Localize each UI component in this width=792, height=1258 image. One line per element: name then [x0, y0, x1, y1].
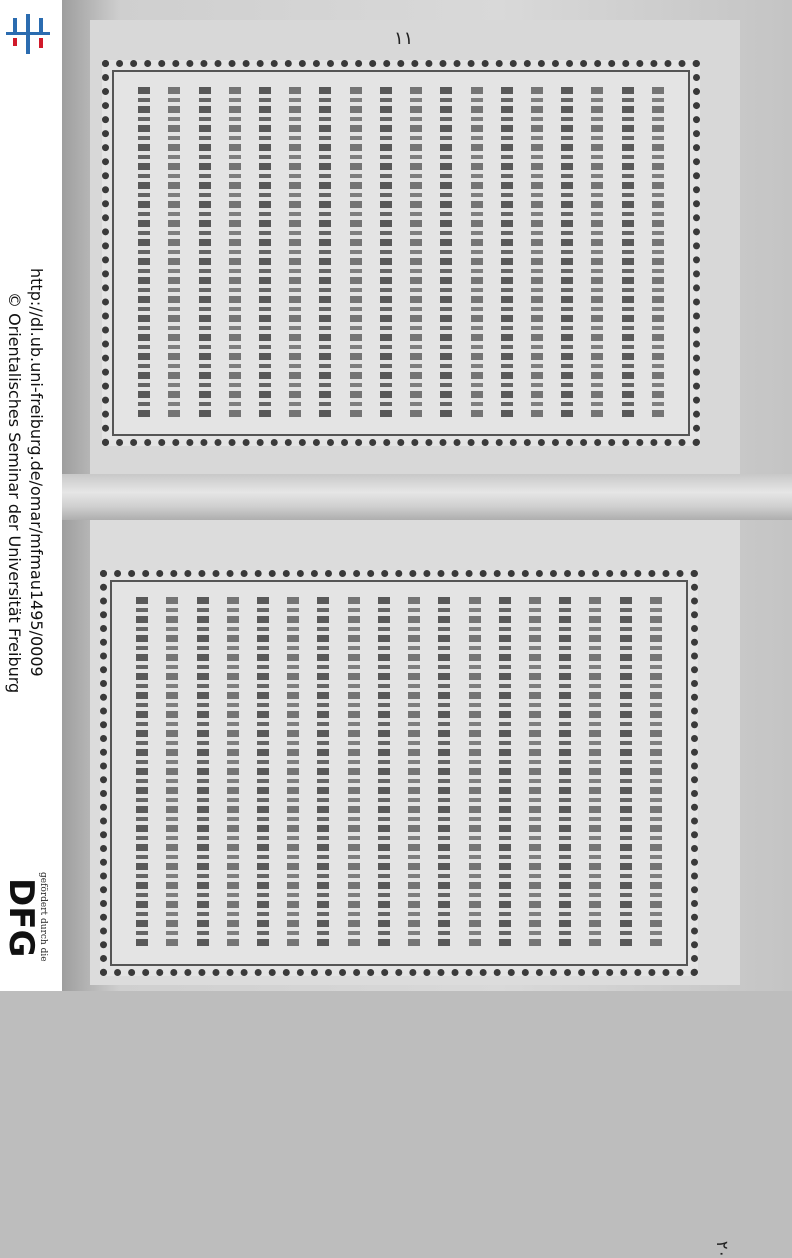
handwriting-stroke — [469, 597, 481, 949]
manuscript-text-line — [616, 87, 640, 419]
manuscript-text-line — [130, 597, 154, 949]
ornamental-border — [102, 60, 700, 446]
manuscript-text-line — [646, 87, 670, 419]
manuscript-text-line — [372, 597, 396, 949]
manuscript-text-line — [160, 597, 184, 949]
handwriting-stroke — [136, 597, 148, 949]
page-mark: ١١ — [394, 28, 414, 49]
credit-strip — [0, 0, 62, 991]
credit-text — [0, 0, 62, 991]
manuscript-text-line — [221, 597, 245, 949]
handwriting-stroke — [650, 597, 662, 949]
handwriting-stroke — [589, 597, 601, 949]
manuscript-text-line — [493, 597, 517, 949]
handwriting-stroke — [652, 87, 664, 419]
handwriting-stroke — [138, 87, 150, 419]
handwriting-stroke — [559, 597, 571, 949]
manuscript-text-line — [281, 597, 305, 949]
manuscript-text-line — [525, 87, 549, 419]
manuscript-text-line — [162, 87, 186, 419]
manuscript-page-top — [90, 20, 740, 475]
manuscript-text-line — [434, 87, 458, 419]
credit-owner-text: © Orientalisches Seminar der Universität Freiburg — [5, 292, 24, 694]
text-block — [129, 87, 673, 419]
manuscript-text-line — [342, 597, 366, 949]
handwriting-stroke — [229, 87, 241, 419]
manuscript-text-line — [251, 597, 275, 949]
credit-url-link[interactable]: http://dl.ub.uni-freiburg.de/omar/mfmau1495/0009 — [27, 268, 46, 677]
handwriting-stroke — [199, 87, 211, 419]
handwriting-stroke — [380, 87, 392, 419]
manuscript-text-line — [585, 87, 609, 419]
manuscript-page-bottom — [90, 520, 740, 1258]
handwriting-stroke — [289, 87, 301, 419]
handwriting-stroke — [471, 87, 483, 419]
sponsor-text: gefördert durch die — [38, 872, 48, 962]
manuscript-text-line — [192, 87, 216, 419]
handwriting-stroke — [378, 597, 390, 949]
sponsor-logo-label: DFG — [1, 878, 41, 958]
handwriting-stroke — [591, 87, 603, 419]
manuscript-text-line — [553, 597, 577, 949]
manuscript-text-line — [464, 87, 488, 419]
folio-number: ٢٠ — [713, 1240, 733, 1258]
manuscript-text-line — [402, 597, 426, 949]
manuscript-text-line — [495, 87, 519, 419]
manuscript-text-line — [583, 597, 607, 949]
handwriting-stroke — [499, 597, 511, 949]
text-block — [127, 597, 671, 949]
handwriting-stroke — [620, 597, 632, 949]
manuscript-text-line — [344, 87, 368, 419]
manuscript-text-line — [523, 597, 547, 949]
manuscript-text-line — [614, 597, 638, 949]
dfg-logo-icon — [1, 876, 41, 976]
manuscript-text-line — [404, 87, 428, 419]
handwriting-stroke — [287, 597, 299, 949]
manuscript-text-line — [253, 87, 277, 419]
handwriting-stroke — [348, 597, 360, 949]
handwriting-stroke — [531, 87, 543, 419]
manuscript-text-line — [644, 597, 668, 949]
handwriting-stroke — [440, 87, 452, 419]
manuscript-text-line — [283, 87, 307, 419]
manuscript-text-line — [190, 597, 214, 949]
handwriting-stroke — [257, 597, 269, 949]
manuscript-text-line — [313, 87, 337, 419]
handwriting-stroke — [317, 597, 329, 949]
handwriting-stroke — [168, 87, 180, 419]
handwriting-stroke — [166, 597, 178, 949]
manuscript-text-line — [462, 597, 486, 949]
handwriting-stroke — [197, 597, 209, 949]
manuscript-text-line — [555, 87, 579, 419]
manuscript-text-line — [132, 87, 156, 419]
handwriting-stroke — [259, 87, 271, 419]
handwriting-stroke — [561, 87, 573, 419]
manuscript-text-line — [374, 87, 398, 419]
manuscript-text-line — [311, 597, 335, 949]
ornamental-border — [100, 570, 698, 976]
handwriting-stroke — [319, 87, 331, 419]
handwriting-stroke — [227, 597, 239, 949]
manuscript-scan — [62, 0, 792, 1258]
handwriting-stroke — [529, 597, 541, 949]
manuscript-text-line — [432, 597, 456, 949]
handwriting-stroke — [622, 87, 634, 419]
page-fold — [62, 474, 792, 520]
manuscript-text-line — [223, 87, 247, 419]
handwriting-stroke — [501, 87, 513, 419]
handwriting-stroke — [408, 597, 420, 949]
handwriting-stroke — [350, 87, 362, 419]
handwriting-stroke — [410, 87, 422, 419]
handwriting-stroke — [438, 597, 450, 949]
